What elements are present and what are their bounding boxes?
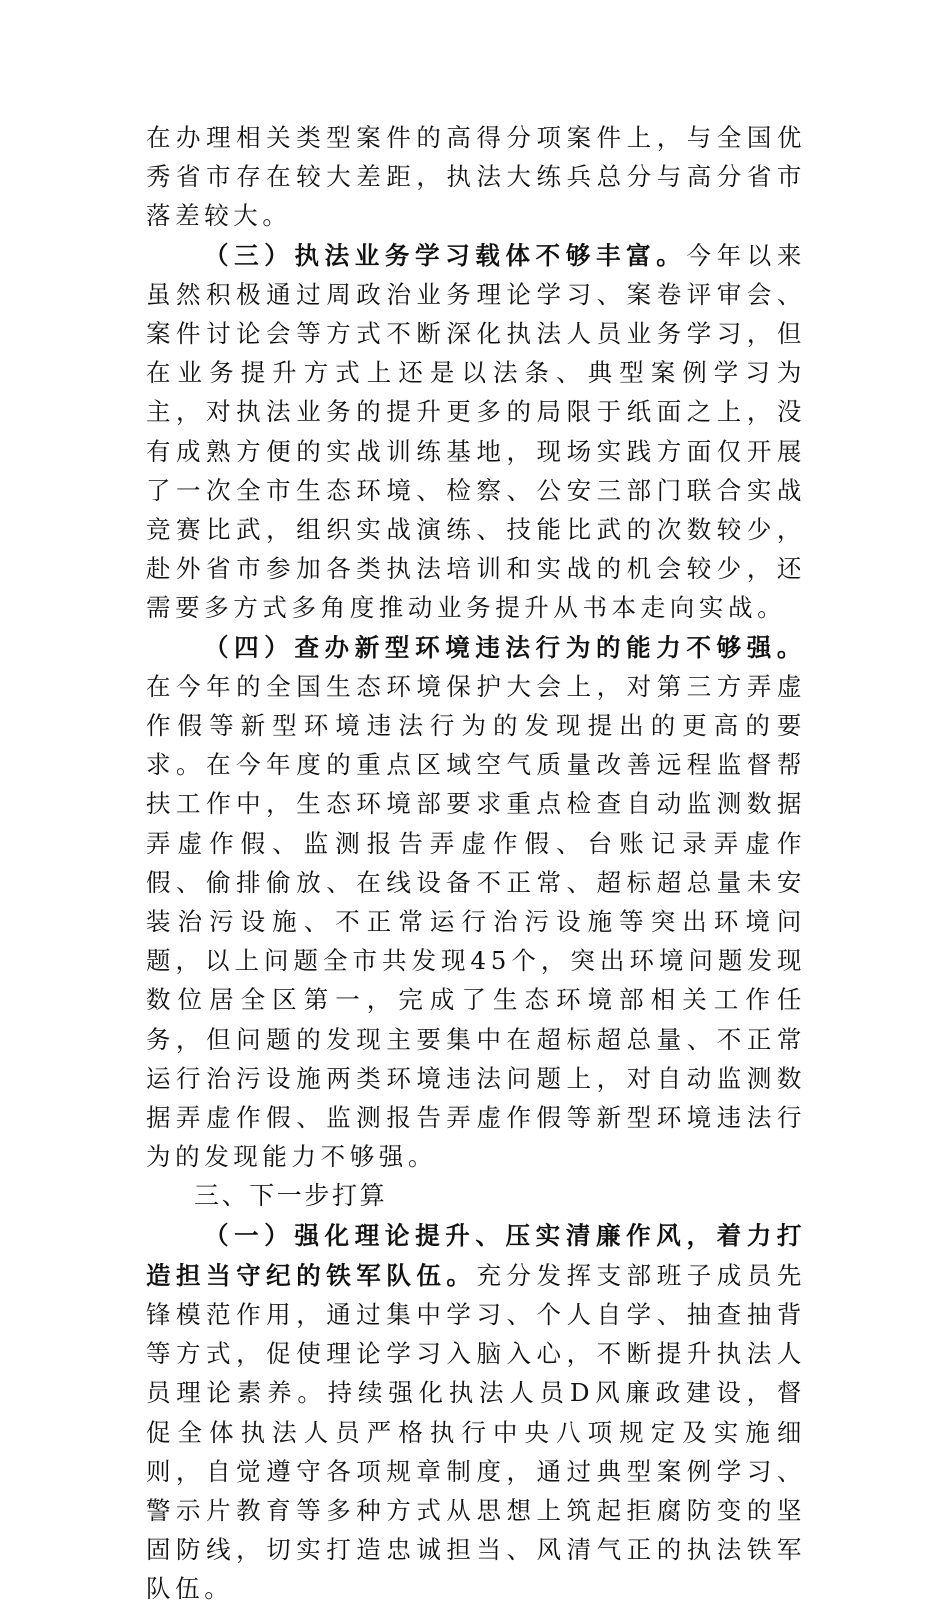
paragraph-continuation [146,118,806,236]
section-heading: 三、下一步打算 [194,1181,388,1211]
paragraph-theory-integrity [146,1216,806,1608]
paragraph-learning-carriers [146,236,806,628]
paragraph-lead: （一）强化理论提升、压实清廉作风，着力打造担当守纪的铁军队伍。 [146,1221,806,1290]
paragraph-text: 充分发挥支部班子成员先锋模范作用，通过集中学习、个人自学、抽查抽背等方式，促使理论学习入脑入心，不断提升执法人员理论素养。持续强化执法人员D风廉政建设，督促全体执法人员严格执行中央八项规定及实施细则，自觉遵守各项规章制度，通过典型案例学习、警示片教育等多种方式从思想上筑起拒腐防变的坚固防线，切实打造忠诚担当、风清气正的执法铁军队伍。 [146,1260,806,1604]
paragraph-lead: （三）执法业务学习载体不够丰富。 [204,240,687,270]
document-page [146,118,806,1609]
paragraph-text: 今年以来虽然积极通过周政治业务理论学习、案卷评审会、案件讨论会等方式不断深化执法人员业务学习，但在业务提升方式上还是以法条、典型案例学习为主，对执法业务的提升更多的局限于纸面之上，没有成熟方便的实战训练基地，现场实践方面仅开展了一次全市生态环境、检察、公安三部门联合实战竞赛比武，组织实战演练、技能比武的次数较少，赴外省市参加各类执法培训和实战的机会较少，还需要多方式多角度推动业务提升从书本走向实战。 [146,240,806,623]
paragraph-text: 在今年的全国生态环境保护大会上，对第三方弄虚作假等新型环境违法行为的发现提出的更高的要求。在今年度的重点区域空气质量改善远程监督帮扶工作中，生态环境部要求重点检查自动监测数据弄虚作假、监测报告弄虚作假、台账记录弄虚作假、偷排偷放、在线设备不正常、超标超总量未安装治污设施、不正常运行治污设施等突出环境问题，以上问题全市共发现45个，突出环境问题发现数位居全区第一，完成了生态环境部相关工作任务，但问题的发现主要集中在超标超总量、不正常运行治污设施两类环境违法问题上，对自动监测数据弄虚作假、监测报告弄虚作假等新型环境违法行为的发现能力不够强。 [146,671,806,1172]
paragraph-new-violations [146,628,806,1177]
paragraph-text: 在办理相关类型案件的高得分项案件上，与全国优秀省市存在较大差距，执法大练兵总分与高分省市落差较大。 [146,123,806,231]
paragraph-lead: （四）查办新型环境违法行为的能力不够强。 [204,632,806,662]
